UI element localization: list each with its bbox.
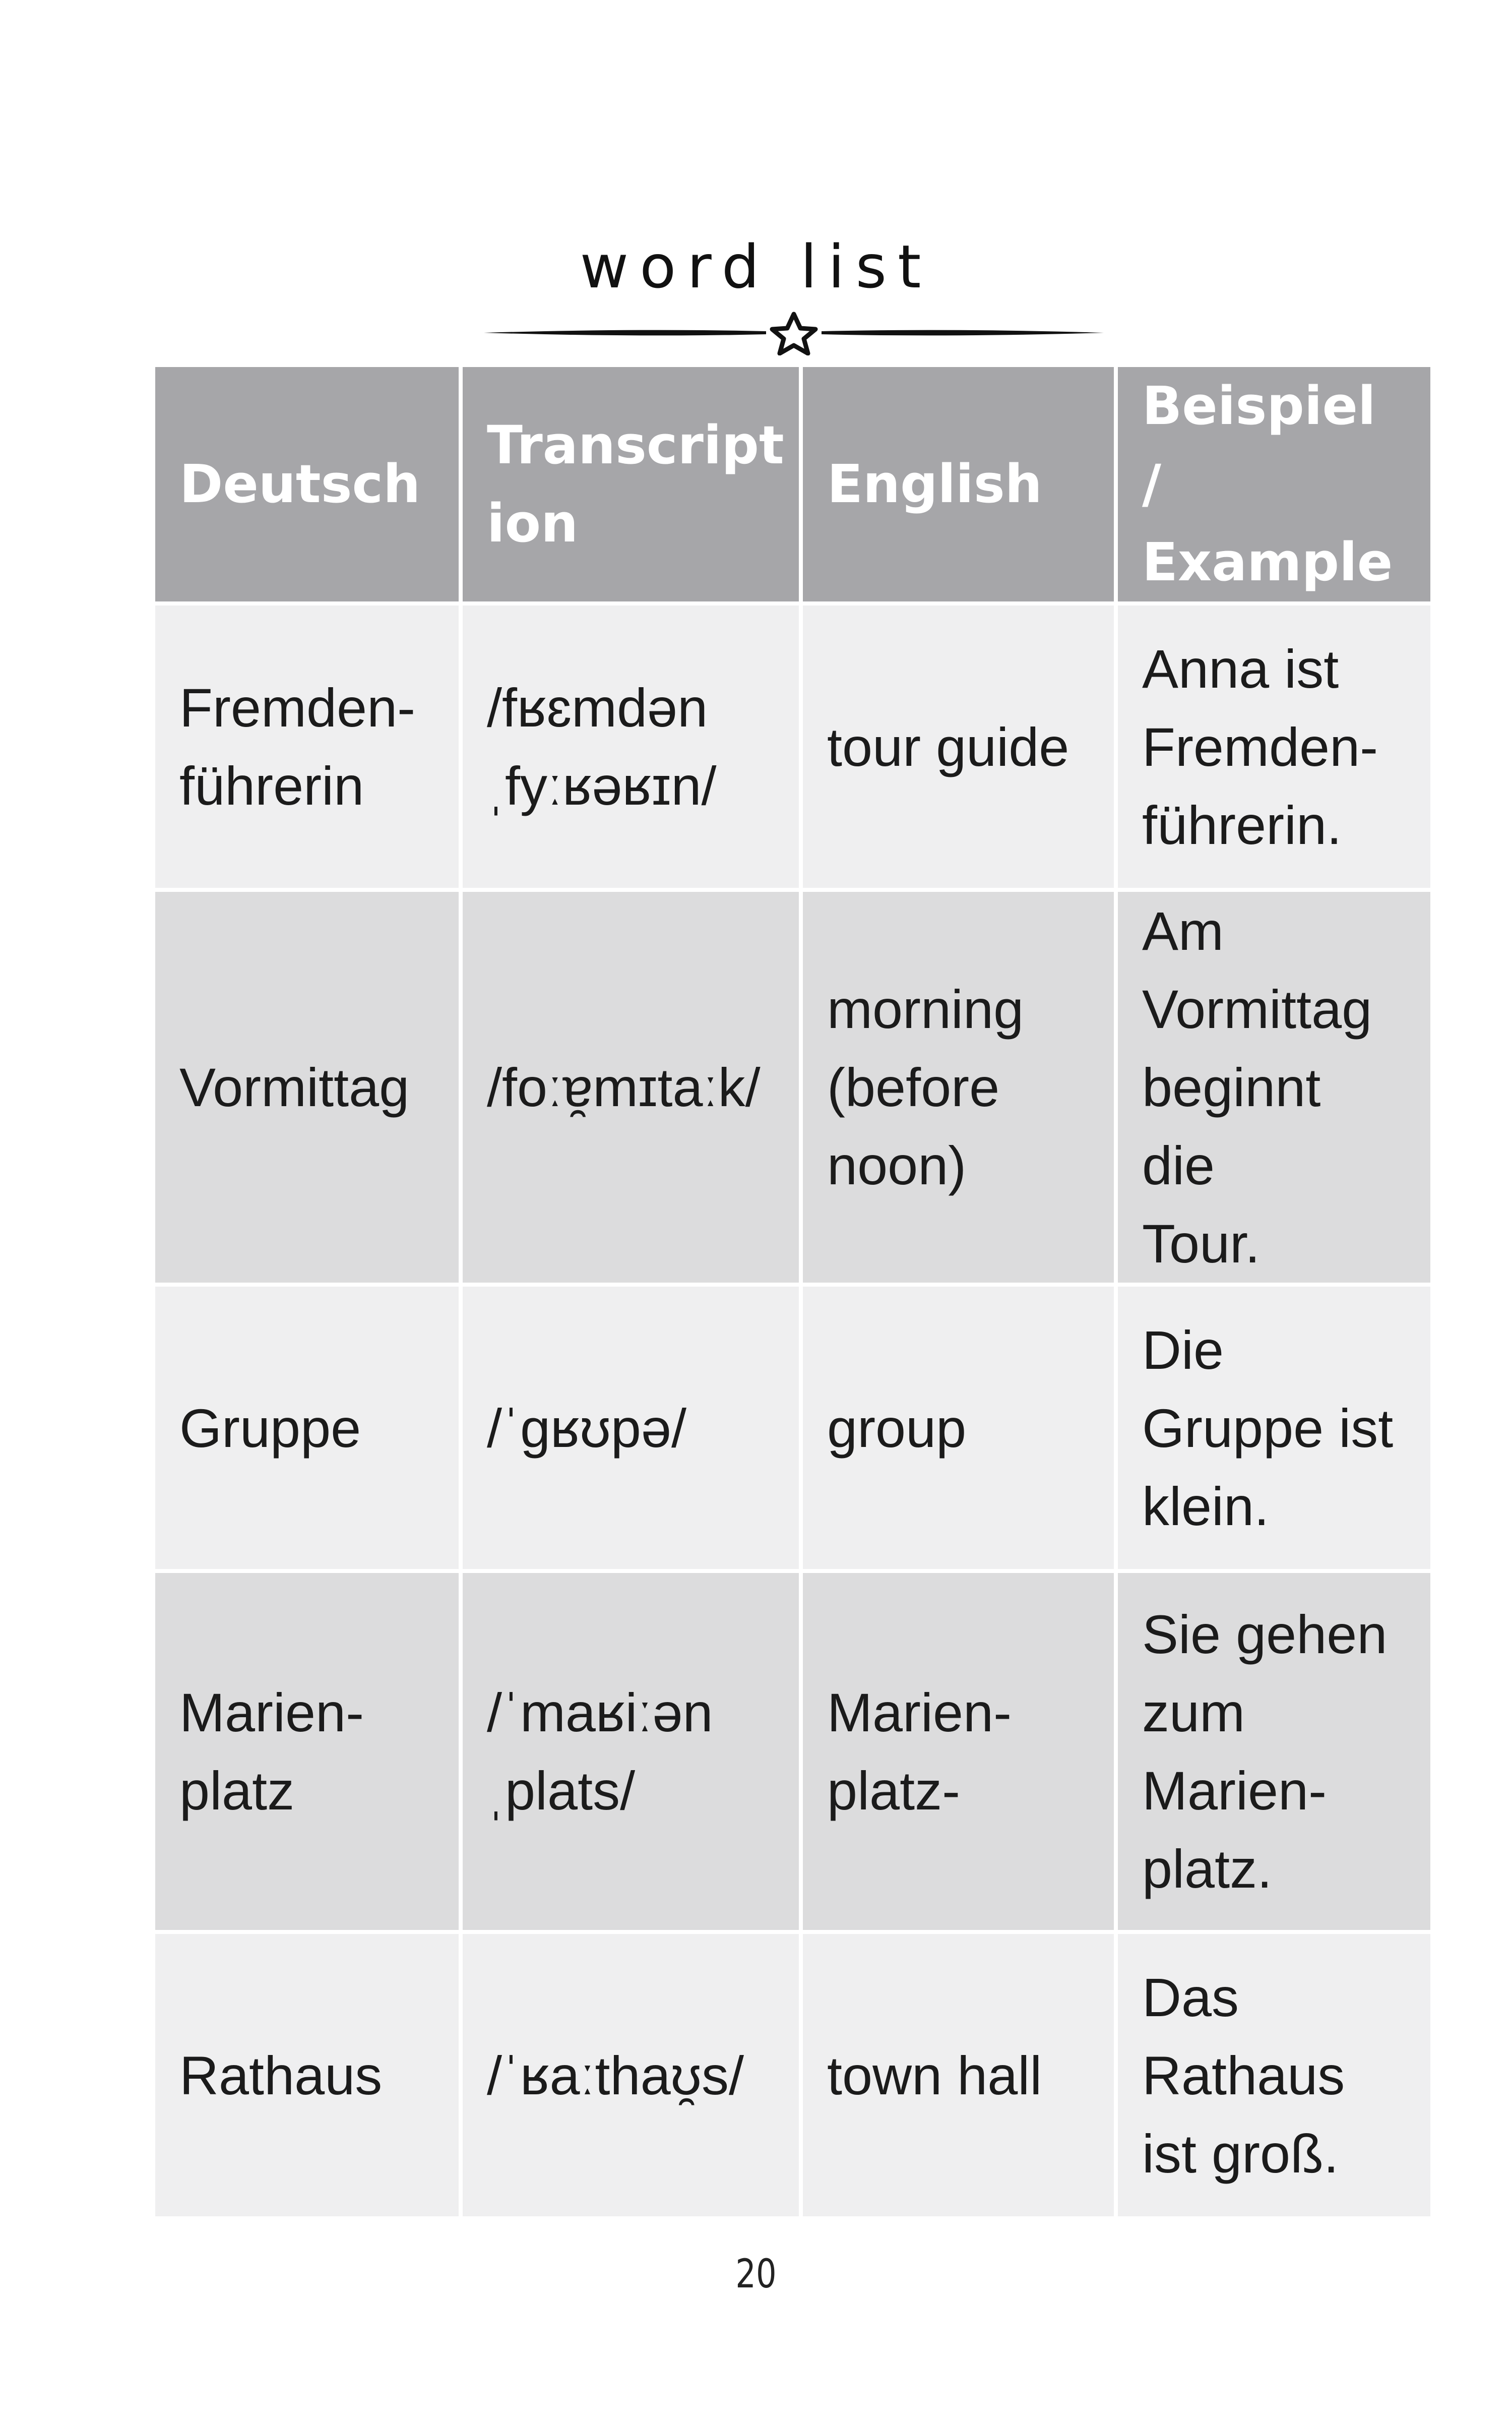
table-header-row	[153, 365, 1432, 603]
header-deutsch: Deutsch	[153, 365, 461, 603]
cell-deutsch: Gruppe	[153, 1285, 461, 1571]
cell-english: group	[801, 1285, 1116, 1571]
cell-transcription: /foːɐ̯mɪtaːk/	[461, 890, 801, 1285]
table-row	[153, 890, 1432, 1285]
page-title: word list	[580, 232, 932, 301]
cell-example: Anna ist Fremden- führerin.	[1116, 603, 1432, 890]
word-list-table	[151, 363, 1434, 2220]
header-example: Beispiel / Example	[1116, 365, 1432, 603]
cell-example: Am Vormittag beginnt die Tour.	[1116, 890, 1432, 1285]
cell-example: Sie gehen zum Marien- platz.	[1116, 1571, 1432, 1932]
header-transcription: Transcript ion	[461, 365, 801, 603]
cell-english: tour guide	[801, 603, 1116, 890]
cell-example: Das Rathaus ist groß.	[1116, 1932, 1432, 2218]
cell-english: morning (before noon)	[801, 890, 1116, 1285]
star-divider-icon	[484, 310, 1104, 355]
cell-deutsch: Marien- platz	[153, 1571, 461, 1932]
cell-english: Marien- platz-	[801, 1571, 1116, 1932]
table-row	[153, 1571, 1432, 1932]
cell-transcription: /ˈʁaːthaʊ̯s/	[461, 1932, 801, 2218]
cell-transcription: /ˈmaʁiːən ˌplats/	[461, 1571, 801, 1932]
cell-deutsch: Rathaus	[153, 1932, 461, 2218]
table-row	[153, 1932, 1432, 2218]
cell-deutsch: Vormittag	[153, 890, 461, 1285]
table-row	[153, 603, 1432, 890]
table-row	[153, 1285, 1432, 1571]
cell-english: town hall	[801, 1932, 1116, 2218]
cell-example: Die Gruppe ist klein.	[1116, 1285, 1432, 1571]
page-number: 20	[735, 2252, 777, 2297]
cell-transcription: /fʁɛmdən ˌfyːʁəʁɪn/	[461, 603, 801, 890]
cell-deutsch: Fremden- führerin	[153, 603, 461, 890]
cell-transcription: /ˈɡʁʊpə/	[461, 1285, 801, 1571]
header-english: English	[801, 365, 1116, 603]
